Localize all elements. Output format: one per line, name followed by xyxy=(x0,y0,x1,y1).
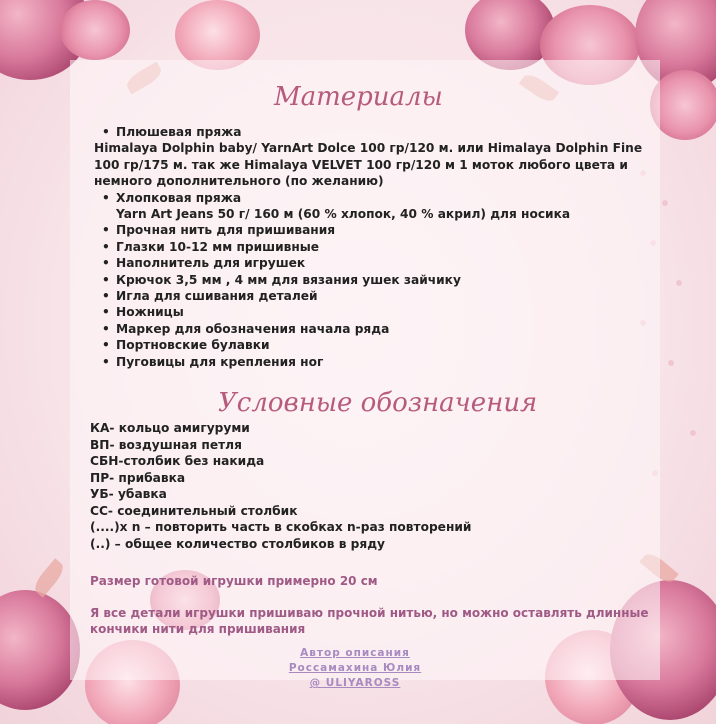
list-item: • Ножницы xyxy=(94,304,654,320)
leaf-decoration xyxy=(31,558,68,597)
credits-line: Автор описания xyxy=(300,647,410,659)
abbreviation-item: ВП- воздушная петля xyxy=(90,437,242,452)
list-item: • Глазки 10-12 мм пришивные xyxy=(94,239,654,255)
abbreviation-list xyxy=(90,420,650,552)
list-item: • Портновские булавки xyxy=(94,337,654,353)
rose-decoration xyxy=(60,0,130,60)
rose-decoration xyxy=(0,590,80,710)
list-item-title: Плюшевая пряжа xyxy=(116,125,242,139)
list-item xyxy=(94,190,654,223)
credits-author: Россамахина Юлия xyxy=(288,662,422,674)
dot-decoration xyxy=(690,430,696,436)
dot-decoration xyxy=(662,200,668,206)
list-item: • Игла для сшивания деталей xyxy=(94,288,654,304)
abbreviation-item: СС- соединительный столбик xyxy=(90,503,298,518)
author-credits xyxy=(270,646,440,691)
list-item-detail: Yarn Art Jeans 50 г/ 160 м (60 % хлопок, 40 % акрил) для носика xyxy=(116,207,571,222)
list-item: • Прочная нить для пришивания xyxy=(94,222,654,238)
dot-decoration xyxy=(676,280,682,286)
list-item-title: Хлопковая пряжа xyxy=(116,190,242,205)
materials-heading: Материалы xyxy=(274,82,443,112)
sewing-tip: Я все детали игрушки пришиваю прочной нитью, но можно оставлять длинные кончики нити для пришивания xyxy=(90,606,649,636)
toy-size-note: Размер готовой игрушки примерно 20 см xyxy=(90,574,378,588)
dot-decoration xyxy=(668,360,674,366)
legend-heading: Условные обозначения xyxy=(218,388,538,418)
list-item-detail: Himalaya Dolphin baby/ YarnArt Dolce 100 гр/120 м. или Himalaya Dolphin Fine 100 гр/175 м. так же Himalaya VELVET 100 гр/120 м 1 моток любого цвета и немного дополнительного (по желанию) xyxy=(94,141,643,189)
list-item xyxy=(94,124,654,190)
abbreviation-item: (..) – общее количество столбиков в ряду xyxy=(90,536,385,551)
list-item: • Крючок 3,5 мм , 4 мм для вязания ушек зайчику xyxy=(94,272,654,288)
abbreviation-item: ПР- прибавка xyxy=(90,470,186,485)
abbreviation-item: (....)х n – повторить часть в скобках n-раз повторений xyxy=(90,520,472,534)
abbreviation-item: КА- кольцо амигуруми xyxy=(90,421,250,435)
materials-list xyxy=(94,124,654,370)
abbreviation-item: СБН-столбик без накида xyxy=(90,454,265,468)
list-item: • Наполнитель для игрушек xyxy=(94,255,654,271)
credits-handle: @ ULIYAROSS xyxy=(309,677,401,689)
list-item: • Маркер для обозначения начала ряда xyxy=(94,321,654,337)
list-item: • Пуговицы для крепления ног xyxy=(94,354,654,370)
abbreviation-item: УБ- убавка xyxy=(90,487,167,501)
